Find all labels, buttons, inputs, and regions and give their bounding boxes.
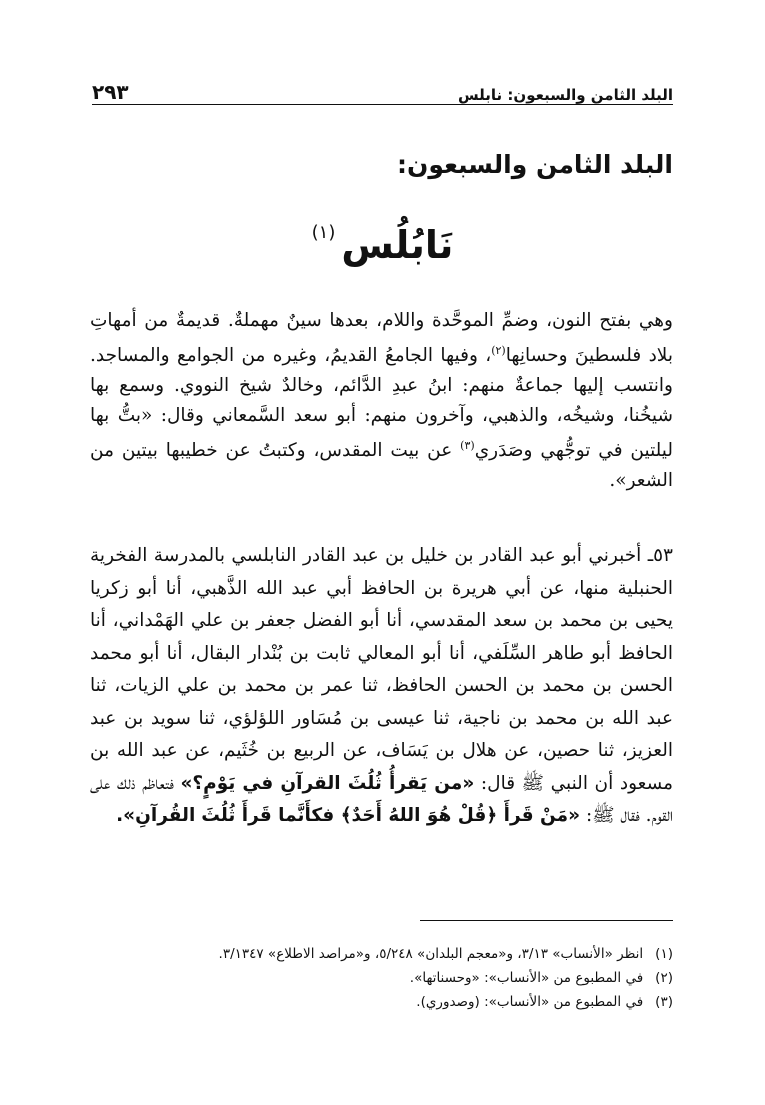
city-title: [0, 222, 765, 267]
hadith-quote-1: «من يَقرأُ ثُلُثَ القرآنِ في يَوْمٍ؟»: [180, 772, 475, 794]
hadith-quote-2: «مَنْ قَرأَ ﴿قُلْ هُوَ اللهُ أَحَدٌ﴾ فكأَنَّما قَرأَ ثُلُثَ: [201, 805, 581, 826]
footnote-ref-2: (٢): [491, 344, 506, 357]
footnote-2: (٢) في المطبوع من «الأنساب»: «وحسناتها».: [409, 970, 673, 986]
footnote-1: (١) انظر «الأنساب» ٣/١٣، و«معجم البلدان» ٥/٢٤٨، و«مراصد الاطلاع» ٣/١٣٤٧.: [218, 946, 673, 962]
footnote-ref-3: (٣): [460, 439, 475, 453]
footnotes: [92, 942, 673, 1014]
footnote-rule: [420, 920, 673, 921]
city-name: نَابُلُس: [341, 223, 454, 267]
paragraph-hadith-53: ٥٣ـ أخبرني أبو عبد القادر بن خليل بن عبد القادر النابلسي بالمدرسة الفخرية الحنبلية منها، عن أبي هريرة بن الحافظ أبي عبد الله الذَّهبي، أنا أبو زكريا يحيى بن محمد بن سعد المقدسي، أنا أبو الفضل جعفر بن علي الهَمْداني، أنا الحافظ أبو طاهر السِّلَفي، أنا أبو المعالي ثابت بن بُنْدار البقال، أنا أبو محمد الحسن بن محمد بن الحسن الحافظ، ثنا عمر بن محمد بن علي الزيات، ثنا عبد الله بن محمد بن ناجية، ثنا عيسى بن مُسَاور اللؤلؤي، ثنا سويد بن عبد العزيز، ثنا حصين، عن هلال بن يَسَاف، عن الربيع بن خُثَيم، عن عبد الله بن مسعود أن النبي ﷺ قال: «من يَقرأُ ثُلُثَ القرآنِ في يَوْمٍ؟» فتعاظم ذلك على القوم. فقال ﷺ: «مَنْ قَرأَ ﴿قُلْ هُوَ اللهُ أَحَدٌ﴾ فكأَنَّما قَرأَ ثُلُثَ القُرآنِ».: [90, 545, 673, 826]
header-rule: [92, 104, 673, 105]
section-title: البلد الثامن والسبعون:: [396, 150, 673, 179]
page-header: [92, 70, 673, 104]
footnote-ref-1: (١): [311, 222, 336, 243]
footnote-3: (٣) في المطبوع من «الأنساب»: (وصدوري).: [416, 994, 673, 1010]
paragraph-description: وهي بفتح النون، وضمِّ الموحَّدة واللام، بعدها سينٌ مهملةٌ. قديمةٌ من أمهاتِ بلاد فلسطينَ وحسانِها$^{(٢)}$، وفيها الجامعُ القديمُ، وغيره من الجوامع والمساجد. وانتسب إليها جماعةٌ منهم: ابنُ عبدِ الدَّائم، وخالدٌ شيخ النووي. وسمع بها شيخُنا، وشيخُه، والذهبي، وآخرون منهم: أبو سعد السَّمعاني وقال: «بتُّ بها ليلتين في توجُّهي وصَدَري$^{(٣)}$ عن بيت المقدس، وكتبتُ عن خطيبها بيتين من الشعر».: [90, 310, 673, 492]
running-title: البلد الثامن والسبعون: نابلس: [457, 86, 673, 104]
page-number: ٢٩٣: [92, 80, 129, 104]
